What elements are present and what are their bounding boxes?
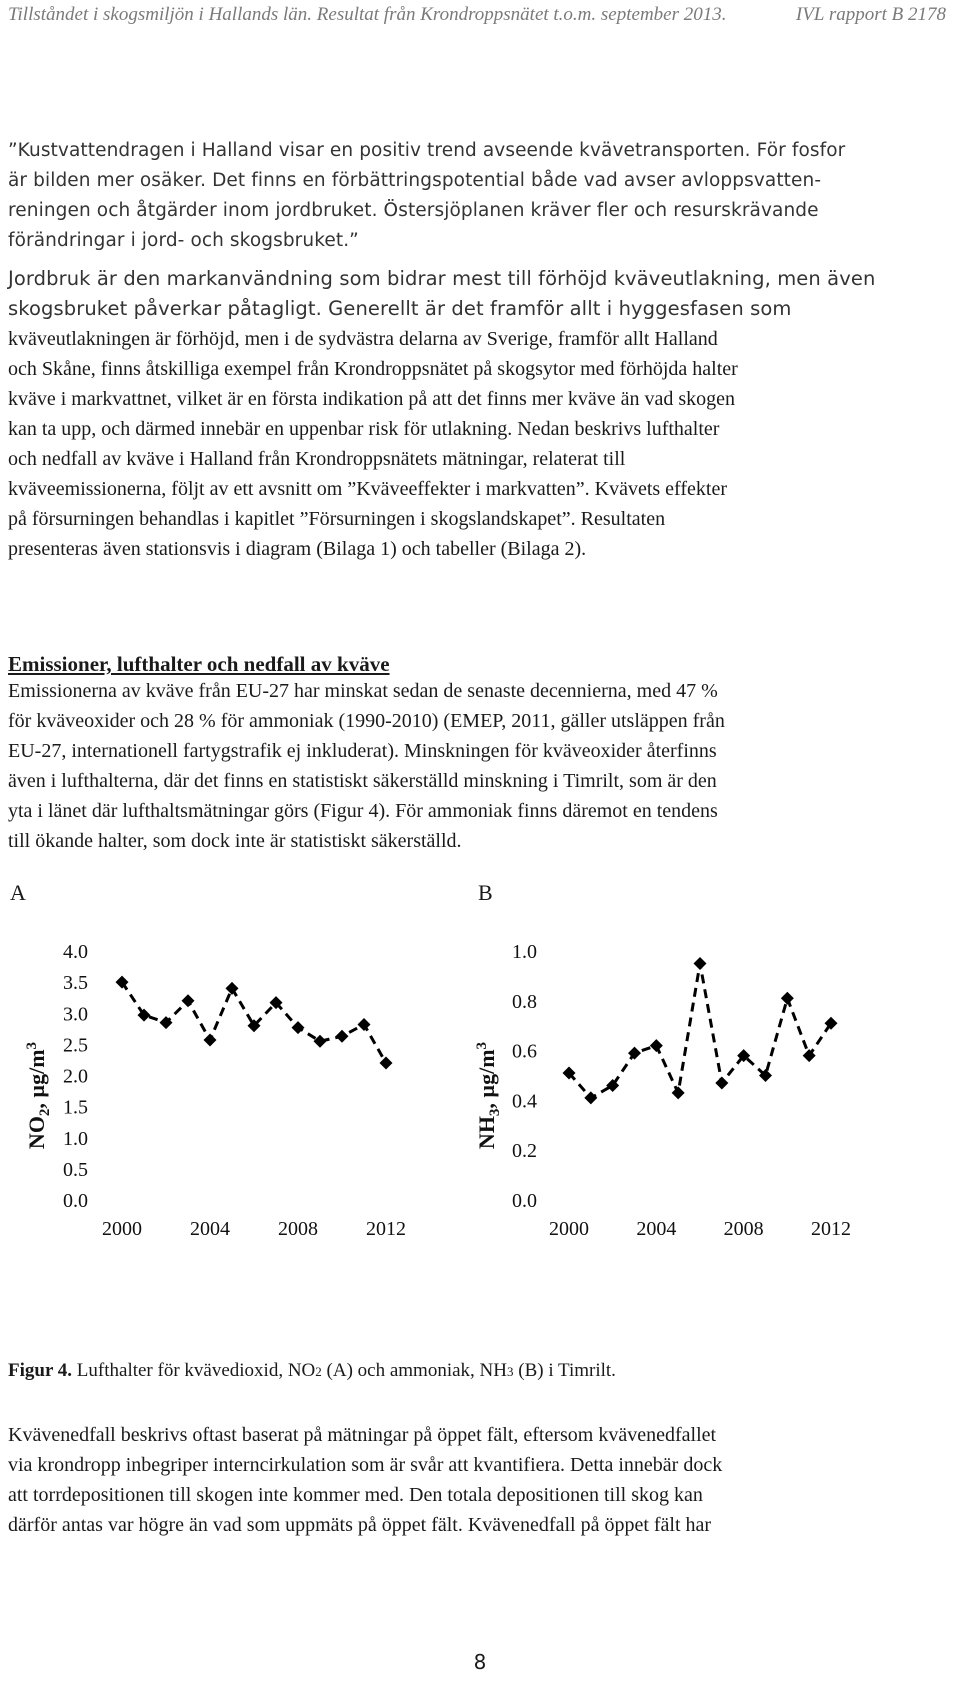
text-line: kväve i markvattnet, vilket är en första indikation på att det finns mer kväve än vad skogen bbox=[8, 388, 735, 410]
text-line: ”Kustvattendragen i Halland visar en positiv trend avseende kvävetransporten. För fosfor bbox=[8, 140, 846, 161]
text-line: och Skåne, finns åtskilliga exempel från Krondroppsnätet på skogsytor med förhöjda halter bbox=[8, 358, 738, 380]
x-tick-label: 2008 bbox=[723, 1218, 764, 1240]
panel-label-b: B bbox=[478, 880, 493, 905]
data-point bbox=[380, 1057, 393, 1070]
nh3-chart bbox=[470, 925, 940, 1345]
text-line: presenteras även stationsvis i diagram (Bilaga 1) och tabeller (Bilaga 2). bbox=[8, 538, 587, 560]
data-point bbox=[672, 1086, 685, 1099]
data-point bbox=[358, 1018, 371, 1031]
text-line: förändringar i jord- och skogsbruket.” bbox=[8, 230, 359, 251]
text-line: och nedfall av kväve i Halland från Krondroppsnätets mätningar, relaterat till bbox=[8, 448, 626, 470]
y-tick-label: 1.5 bbox=[63, 1096, 88, 1119]
x-tick-label: 2000 bbox=[102, 1218, 142, 1240]
header-title: Tillståndet i skogsmiljön i Hallands län. Resultat från Krondroppsnätet t.o.m. september 2013. bbox=[8, 4, 727, 25]
running-header bbox=[8, 4, 946, 32]
data-point bbox=[781, 992, 794, 1005]
data-point bbox=[204, 1034, 217, 1047]
x-tick-label: 2012 bbox=[366, 1218, 406, 1240]
report-number: IVL rapport B 2178 bbox=[795, 4, 946, 25]
y-tick-label: 1.0 bbox=[63, 1127, 88, 1150]
y-tick-label: 0.0 bbox=[512, 1190, 537, 1212]
x-tick-label: 2012 bbox=[811, 1218, 851, 1240]
text-line: även i lufthalterna, där det finns en statistiskt säkerställd minskning i Timrilt, som är den bbox=[8, 770, 717, 792]
y-tick-label: 0.4 bbox=[512, 1090, 537, 1113]
series-line bbox=[569, 963, 831, 1097]
y-tick-label: 0.0 bbox=[63, 1190, 88, 1212]
text-line: därför antas var högre än vad som uppmäts på öppet fält. Kvävenedfall på öppet fält har bbox=[8, 1514, 712, 1536]
text-line: Jordbruk är den markanvändning som bidrar mest till förhöjd kväveutlakning, men även bbox=[8, 267, 876, 290]
caption-text: (A) och ammoniak, NH bbox=[321, 1360, 507, 1381]
text-line: på försurningen behandlas i kapitlet ”Försurningen i skogslandskapet”. Resultaten bbox=[8, 508, 666, 530]
y-tick-label: 0.2 bbox=[512, 1140, 537, 1163]
text-fragment: skogsbruket påverkar påtagligt. Generellt är det framför allt i hyggesfasen som bbox=[8, 297, 792, 320]
no2-chart bbox=[0, 925, 450, 1345]
x-tick-label: 2008 bbox=[278, 1218, 318, 1240]
text-line: för kväveoxider och 28 % för ammoniak (1990-2010) (EMEP, 2011, gäller utsläppen från bbox=[8, 710, 725, 732]
data-point bbox=[226, 982, 239, 995]
data-point bbox=[584, 1091, 597, 1104]
text-line: Emissionerna av kväve från EU-27 har minskat sedan de senaste decennierna, med 47 % bbox=[8, 680, 718, 702]
panel-label-a: A bbox=[10, 880, 26, 905]
data-point bbox=[715, 1076, 728, 1089]
data-point bbox=[650, 1039, 663, 1052]
x-tick-label: 2000 bbox=[549, 1218, 589, 1240]
y-tick-label: 2.5 bbox=[63, 1034, 88, 1057]
x-tick-label: 2004 bbox=[190, 1218, 230, 1240]
y-axis-label: $NO_2$, $\mu g/m^3$ bbox=[24, 1041, 53, 1150]
y-tick-label: 0.8 bbox=[512, 990, 537, 1013]
data-point bbox=[160, 1016, 173, 1029]
y-axis-label: $NH_3$, $\mu g/m^3$ bbox=[474, 1041, 503, 1150]
y-tick-label: 1.0 bbox=[512, 941, 537, 963]
text-line: reningen och åtgärder inom jordbruket. Östersjöplanen kräver fler och resurskrävande bbox=[8, 200, 819, 221]
data-point bbox=[336, 1030, 349, 1043]
figure-caption bbox=[8, 1360, 616, 1382]
caption-subscript: 3 bbox=[507, 1364, 514, 1379]
text-line: via krondropp inbegriper interncirkulation som är svår att kvantifiera. Detta innebär dock bbox=[8, 1454, 723, 1476]
y-tick-label: 2.0 bbox=[63, 1065, 88, 1088]
text-line: till ökande halter, som dock inte är statistiskt säkerställd. bbox=[8, 830, 462, 852]
text-line: kväveutlakningen är förhöjd, men i de sydvästra delarna av Sverige, framför allt Halland bbox=[8, 328, 718, 350]
text-line: kväveemissionerna, följt av ett avsnitt om ”Kväveeffekter i markvatten”. Kvävets effekter bbox=[8, 478, 727, 500]
y-tick-label: 3.0 bbox=[63, 1003, 88, 1026]
text-line: är bilden mer osäker. Det finns en förbättringspotential både vad avser avloppsvatten- bbox=[8, 170, 822, 191]
text-line: kan ta upp, och därmed innebär en uppenbar risk för utlakning. Nedan beskrivs lufthalter bbox=[8, 418, 720, 440]
page-number: 8 bbox=[473, 1650, 487, 1674]
text-line: att torrdepositionen till skogen inte kommer med. Den totala depositionen till skog kan bbox=[8, 1484, 703, 1506]
data-point bbox=[292, 1021, 305, 1034]
caption-text: Lufthalter för kvävedioxid, NO bbox=[72, 1360, 316, 1381]
section-heading: Emissioner, lufthalter och nedfall av kväve bbox=[8, 652, 390, 676]
text-line: Kvävenedfall beskrivs oftast baserat på mätningar på öppet fält, eftersom kvävenedfallet bbox=[8, 1424, 717, 1446]
x-tick-label: 2004 bbox=[636, 1218, 677, 1240]
caption-label: Figur 4. bbox=[8, 1360, 73, 1381]
body-paragraph-3 bbox=[8, 1420, 952, 1540]
caption-text: (B) i Timrilt. bbox=[513, 1360, 616, 1381]
text-line: yta i länet där lufthaltsmätningar görs (Figur 4). För ammoniak finns däremot en tendens bbox=[8, 800, 718, 822]
caption-subscript: 2 bbox=[315, 1364, 322, 1379]
y-tick-label: 0.5 bbox=[63, 1158, 88, 1181]
data-point bbox=[694, 957, 707, 970]
quote-paragraph bbox=[8, 136, 952, 256]
data-point bbox=[182, 994, 195, 1007]
y-tick-label: 0.6 bbox=[512, 1040, 537, 1063]
text-line bbox=[8, 294, 952, 324]
y-tick-label: 3.5 bbox=[63, 972, 88, 995]
y-tick-label: 4.0 bbox=[63, 941, 88, 963]
text-line: EU-27, internationell fartygstrafik ej inkluderat). Minskningen för kväveoxider återfinns bbox=[8, 740, 717, 762]
body-paragraph-2 bbox=[8, 676, 952, 856]
body-paragraph-1 bbox=[8, 264, 952, 564]
